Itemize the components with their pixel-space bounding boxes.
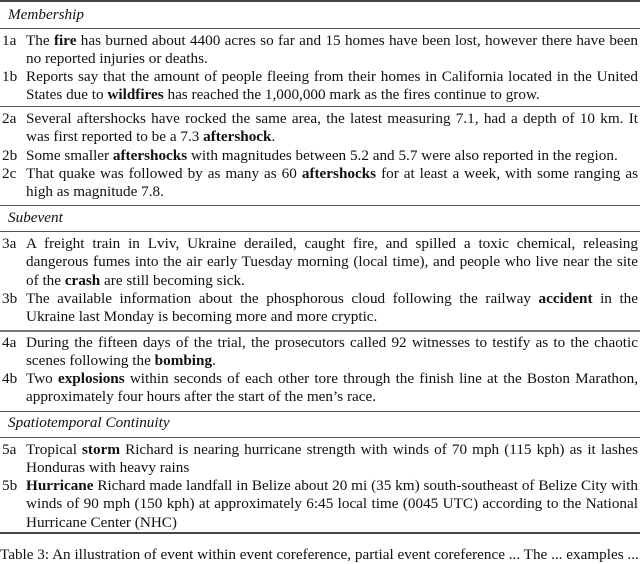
row-text [26, 290, 638, 327]
text-segment: Richard made landfall in Belize about 20 mi (35 km) south-southeast of Belize City with winds of 90 mph (150 kph) at approximately 6:45 local time (0045 UTC) according to the National Hurricane Center (NHC) [26, 477, 638, 531]
text-segment: has reached the 1,000,000 mark as the fires continue to grow. [163, 86, 540, 104]
section-rule [0, 411, 640, 412]
text-segment: for at least a week, with some ranging as high as magnitude 7.8. [26, 165, 638, 201]
event-mention: storm [82, 441, 120, 458]
section-title-membership: Membership [8, 6, 84, 23]
text-segment: Several aftershocks have rocked the same area, the latest measuring 7.1, had a depth of 10 km. It was first reported to be a 7.3 [26, 110, 638, 146]
row-text [26, 477, 638, 532]
row-text [26, 32, 638, 69]
text-segment: A freight train in Lviv, Ukraine derailed, caught fire, and spilled a toxic chemical, releasing dangerous fumes into the air early Tuesday morning (local time), and people who live near the site of the [26, 235, 638, 289]
section-rule [0, 28, 640, 29]
row-id: 4a [2, 334, 17, 351]
text-segment: Richard is nearing hurricane strength with winds of 70 mph (115 kph) as it lashes Honduras with heavy rains [26, 441, 638, 477]
text-segment: That quake was followed by as many as 60 [26, 165, 302, 182]
table-row [0, 68, 638, 105]
table-bottom-rule [0, 532, 640, 534]
row-id: 2c [2, 165, 17, 182]
text-segment: . [212, 352, 216, 370]
text-segment: Tropical [26, 441, 83, 458]
group-rule [0, 330, 640, 332]
section-title-spatiotemporal-continuity: Spatiotemporal Continuity [8, 414, 170, 431]
event-mention: fire [53, 32, 77, 49]
text-segment: During the fifteen days of the trial, the prosecutors called 92 witnesses to testify as to the chaotic scenes following the [26, 334, 638, 370]
row-id: 3a [2, 235, 17, 252]
text-segment: Two [26, 370, 58, 387]
table-row [0, 110, 638, 147]
row-id: 1a [2, 32, 17, 49]
table-top-rule [0, 0, 640, 2]
event-mention: bombing [154, 352, 213, 370]
text-segment: Some smaller [26, 147, 113, 164]
event-mention: explosions [57, 370, 125, 387]
row-id: 2b [2, 147, 18, 164]
table-row [0, 235, 638, 290]
row-id: 4b [2, 370, 18, 387]
row-text [26, 147, 638, 165]
text-segment: within seconds of each other tore through the finish line at the Boston Marathon, approximately four hours after the start of the men’s race. [26, 370, 639, 406]
table-caption [0, 546, 640, 563]
caption-text: Table 3: An illustration of event within event coreference, partial event coreference ... The ... examples ... [0, 546, 639, 563]
row-id: 5a [2, 441, 17, 458]
table-row [0, 32, 638, 69]
text-segment: . [271, 128, 276, 146]
row-text [26, 370, 638, 407]
table-row [0, 334, 638, 371]
table-row [0, 441, 638, 478]
event-mention: Hurricane [26, 477, 94, 494]
row-text [26, 441, 638, 478]
row-text [26, 235, 638, 290]
table-row [0, 477, 638, 532]
table-row [0, 165, 638, 202]
row-text [26, 68, 638, 105]
text-segment: The [26, 32, 54, 49]
row-text [26, 165, 638, 202]
section-rule [0, 205, 640, 206]
text-segment: The available information about the phosphorous cloud following the railway [26, 290, 539, 307]
row-id: 3b [2, 290, 18, 307]
group-rule [0, 106, 640, 107]
event-mention: crash [64, 271, 101, 289]
text-segment: are still becoming sick. [100, 271, 245, 289]
event-mention: aftershocks [301, 165, 377, 182]
table-row [0, 147, 638, 165]
row-text [26, 334, 638, 371]
row-text [26, 110, 638, 147]
row-id: 2a [2, 110, 17, 127]
row-id: 1b [2, 68, 18, 85]
event-mention: aftershock [203, 128, 272, 146]
table-row [0, 290, 638, 327]
text-segment: has burned about 4400 acres so far and 15 homes have been lost, however there have been no reported injuries or deaths. [26, 32, 638, 68]
text-segment: with magnitudes between 5.2 and 5.7 were also reported in the region. [187, 147, 618, 164]
section-rule [0, 437, 640, 438]
event-mention: accident [538, 290, 593, 307]
table-row [0, 370, 638, 407]
event-mention: wildfires [107, 86, 164, 104]
event-mention: aftershocks [112, 147, 188, 164]
text-segment: in the Ukraine last Monday is becoming more and more cryptic. [26, 290, 638, 326]
section-rule [0, 231, 640, 232]
section-title-subevent: Subevent [8, 209, 63, 226]
row-id: 5b [2, 477, 18, 494]
text-segment: Reports say that the amount of people fleeing from their homes in California located in the United States due to [26, 68, 638, 104]
